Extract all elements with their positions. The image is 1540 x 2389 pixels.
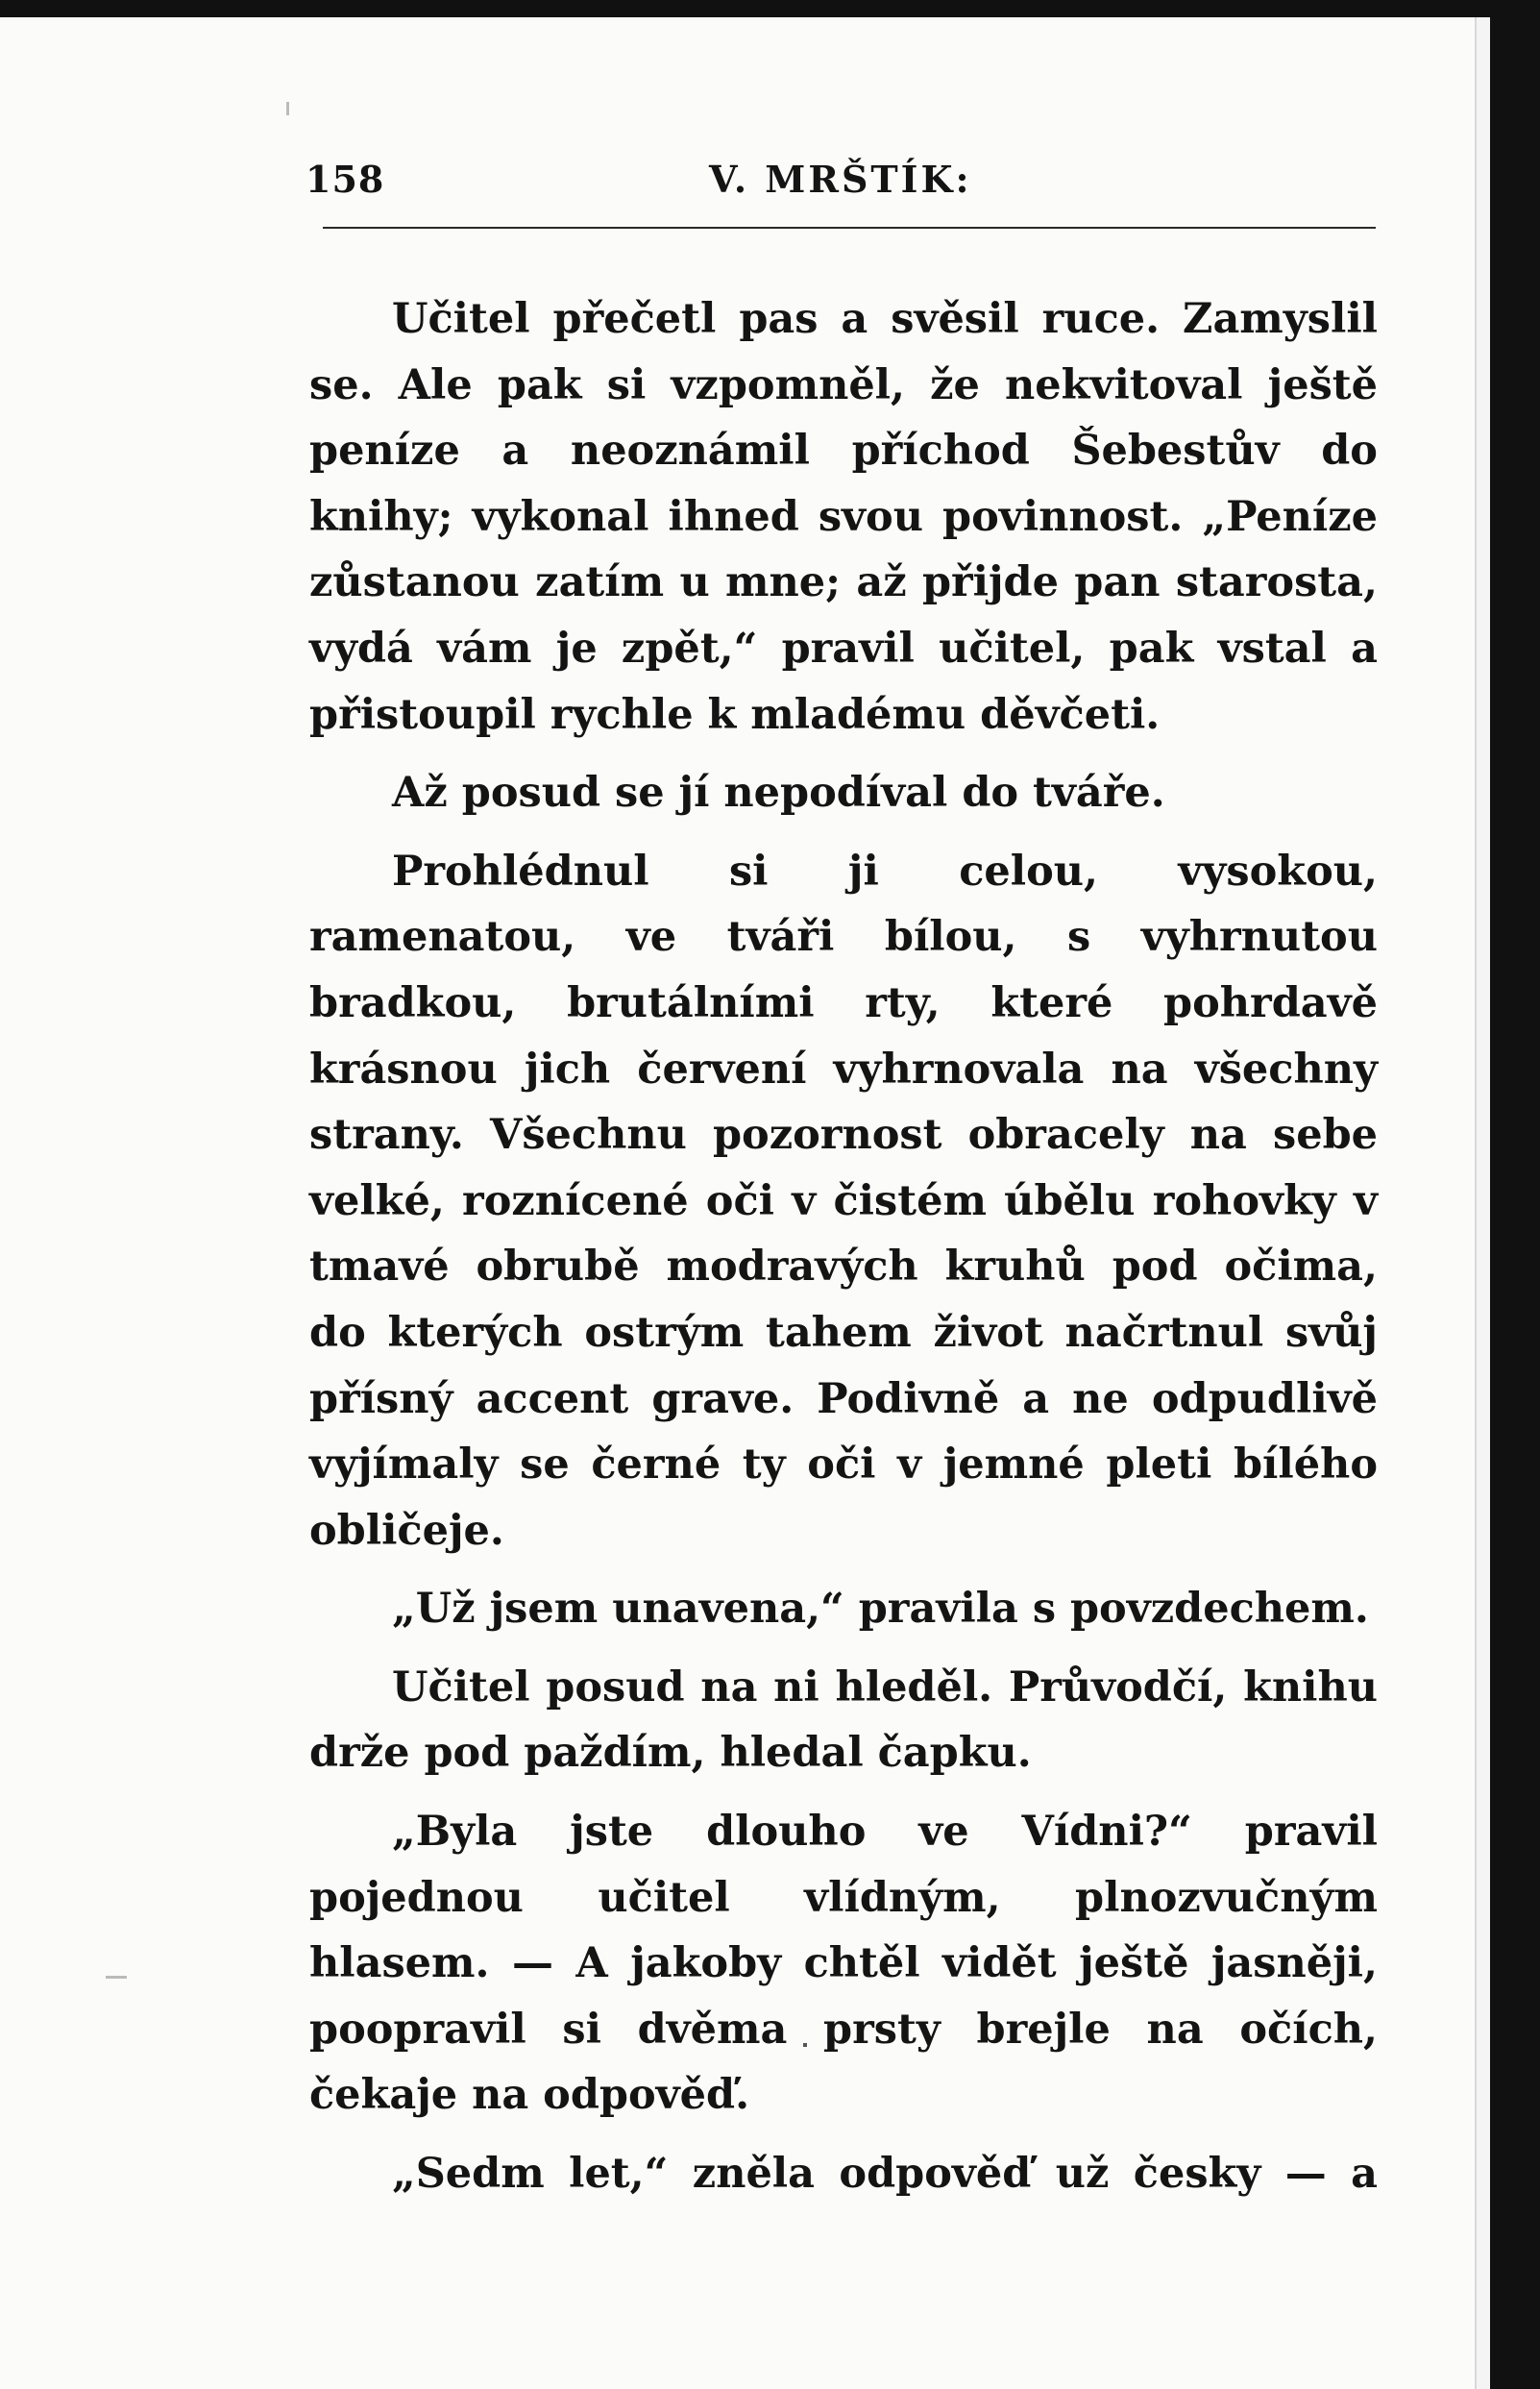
page-number: 158 (306, 158, 385, 201)
scan-speck (286, 102, 289, 115)
scan-right-border (1490, 0, 1540, 2389)
scan-top-border (0, 0, 1540, 17)
header-rule (323, 227, 1376, 229)
scan-speck (106, 1976, 127, 1979)
paragraph: Prohlédnul si ji celou, vysokou, ramenatou, ve tváři bílou, s vyhrnutou bradkou, brutálními rty, které pohrdavě krásnou jich červení vyhrnovala na všechny strany. Všechnu pozornost obracely na sebe velké, roznícené oči v čistém úbělu rohovky v tmavé obrubě modravých kruhů pod očima, do kterých ostrým tahem život načrtnul svůj přísný accent grave. Podivně a ne odpudlivě vyjímaly se černé ty oči v jemné pleti bílého obličeje. (309, 847, 1378, 1555)
paragraph: Až posud se jí nepodíval do tváře. (392, 769, 1165, 818)
running-head: V. MRŠTÍK: (709, 158, 972, 201)
paragraph: Učitel posud na ni hleděl. Průvodčí, knihu drže pod paždím, hledal čapku. (309, 1662, 1378, 1778)
paragraph: Učitel přečetl pas a svěsil ruce. Zamyslil se. Ale pak si vzpomněl, že nekvitoval ještě peníze a neoznámil příchod Šebestův do knihy; vykonal ihned svou povinnost. „Peníze zůstanou zatím u mne; až přijde pan starosta, vydá vám je zpět,“ pravil učitel, pak vstal a přistoupil rychle k mladému děvčeti. (309, 295, 1378, 739)
paragraph: „Sedm let,“ zněla odpověď už česky — a (392, 2150, 1378, 2199)
page-header (306, 154, 1372, 211)
paragraph: „Byla jste dlouho ve Vídni?“ pravil pojednou učitel vlídným, plnozvučným hlasem. — A jakoby chtěl vidět ještě jasněji, poopravil si dvěma prsty brejle na očích, čekaje na odpověď. (309, 1808, 1378, 2120)
body-text (309, 286, 1378, 2220)
paragraph: „Už jsem unavena,“ pravila s povzdechem. (392, 1585, 1369, 1634)
scan-page-edge (1475, 17, 1490, 2389)
